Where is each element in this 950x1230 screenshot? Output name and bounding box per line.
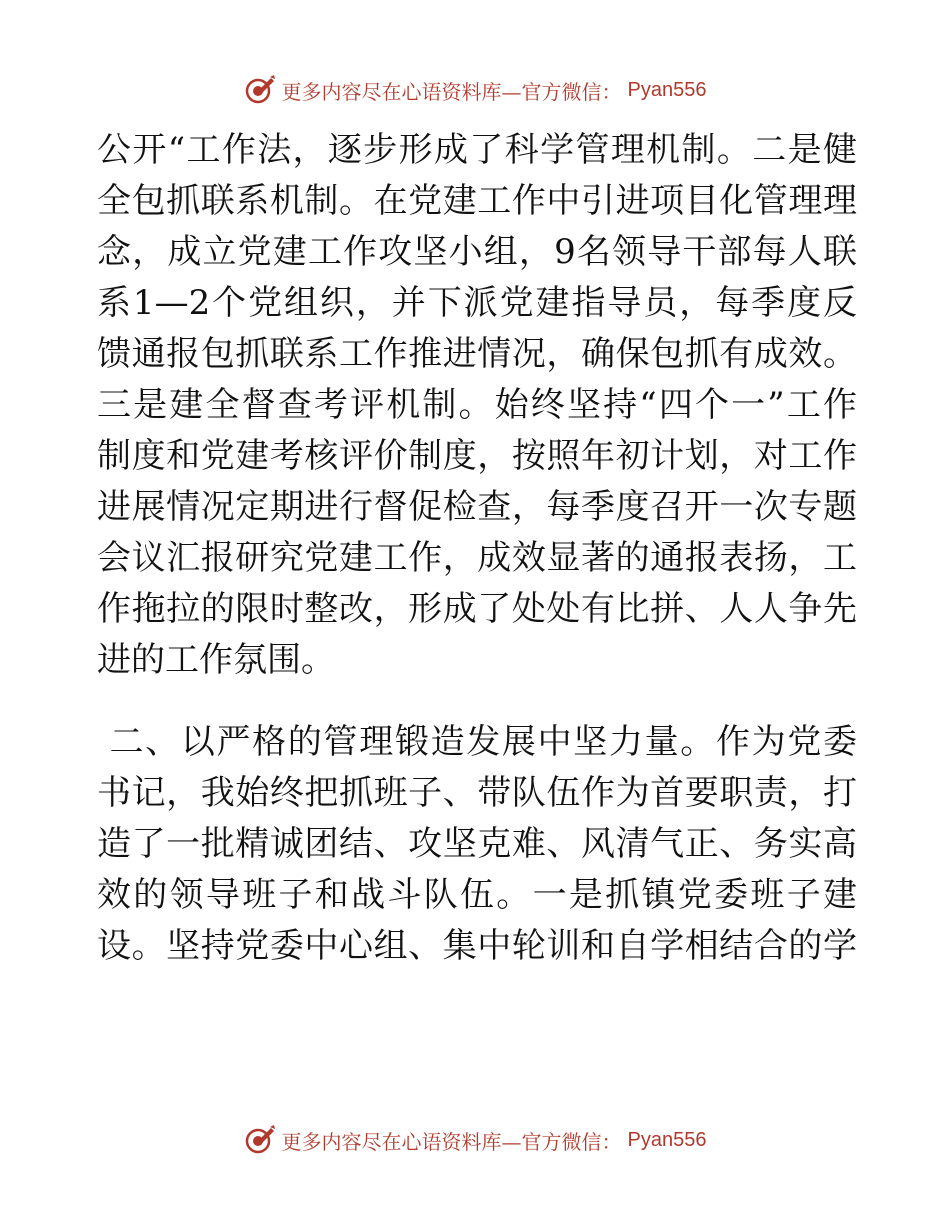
document-body bbox=[97, 125, 857, 972]
text-line: 馈通报包抓联系工作推进情况，确保包抓有成效。 bbox=[97, 334, 857, 374]
text-line: 作拖拉的限时整改，形成了处处有比拼、人人争先 bbox=[97, 589, 857, 629]
text-line: 设。坚持党委中心组、集中轮训和自学相结合的学 bbox=[97, 926, 857, 966]
text-line: 念，成立党建工作攻坚小组，9名领导干部每人联 bbox=[97, 232, 857, 272]
pen-nib-logo-icon bbox=[244, 74, 276, 106]
paragraph-1 bbox=[97, 125, 857, 686]
text-line: 书记，我始终把抓班子、带队伍作为首要职责，打 bbox=[97, 773, 857, 813]
text-line: 全包抓联系机制。在党建工作中引进项目化管理理 bbox=[97, 181, 857, 221]
watermark-wechat-id: Pyan556 bbox=[627, 78, 707, 101]
text-line: 三是建全督查考评机制。始终坚持“四个一”工作 bbox=[97, 385, 857, 425]
paragraph-2 bbox=[97, 717, 857, 972]
text-line: 进的工作氛围。 bbox=[97, 640, 335, 680]
watermark-text: 更多内容尽在心语资料库—官方微信： bbox=[281, 1129, 622, 1154]
watermark-text: 更多内容尽在心语资料库—官方微信： bbox=[281, 79, 622, 104]
watermark-wechat-id: Pyan556 bbox=[627, 1128, 707, 1151]
text-line: 系1—2个党组织，并下派党建指导员，每季度反 bbox=[97, 283, 857, 323]
paragraph-spacer bbox=[97, 686, 857, 717]
text-line: 会议汇报研究党建工作，成效显著的通报表扬，工 bbox=[97, 538, 857, 578]
text-line: 二、以严格的管理锻造发展中坚力量。作为党委 bbox=[97, 722, 857, 762]
text-line: 制度和党建考核评价制度，按照年初计划，对工作 bbox=[97, 436, 857, 476]
text-line: 进展情况定期进行督促检查，每季度召开一次专题 bbox=[97, 487, 857, 527]
pen-nib-logo-icon bbox=[244, 1124, 276, 1156]
text-line: 公开“工作法，逐步形成了科学管理机制。二是健 bbox=[97, 130, 857, 170]
footer-watermark bbox=[0, 1120, 950, 1160]
text-line: 效的领导班子和战斗队伍。一是抓镇党委班子建 bbox=[97, 875, 857, 915]
text-line: 造了一批精诚团结、攻坚克难、风清气正、务实高 bbox=[97, 824, 857, 864]
header-watermark bbox=[0, 70, 950, 110]
